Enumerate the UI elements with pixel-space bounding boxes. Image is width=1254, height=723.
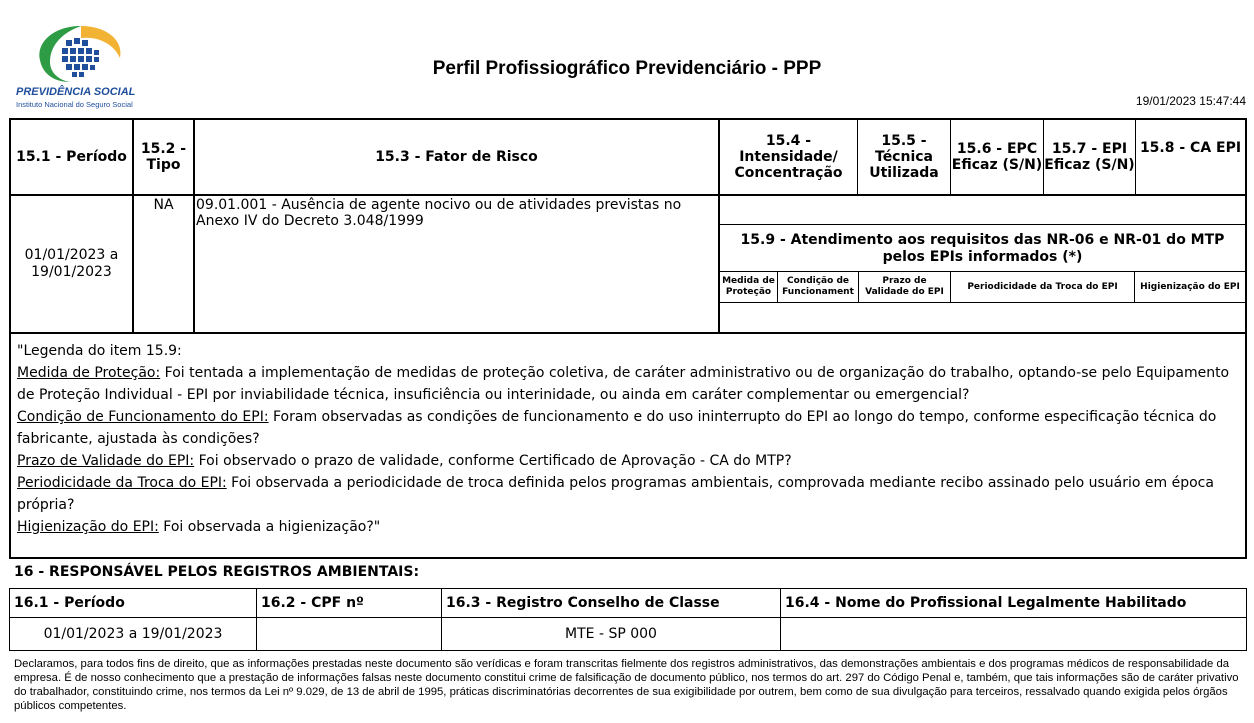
row-16-nome — [781, 618, 1246, 650]
legend-item: Prazo de Validade do EPI: Foi observado o prazo de validade, conforme Certificado de Aprovação - CA do MTP? — [17, 453, 792, 469]
header-epc: 15.6 - EPC Eficaz (S/N) — [951, 141, 1043, 173]
nr-requirements-title: 15.9 - Atendimento aos requisitos das NR-06 e NR-01 do MTP pelos EPIs informados (*) — [740, 231, 1225, 265]
logo-name: PREVIDÊNCIA SOCIAL — [16, 86, 136, 98]
col-periodicidade-troca: Periodicidade da Troca do EPI — [967, 281, 1118, 292]
header-epi: 15.7 - EPI Eficaz (S/N) — [1044, 141, 1135, 173]
row-16-registro: MTE - SP 000 — [565, 626, 657, 642]
col-prazo-validade: Prazo de Validade do EPI — [865, 276, 944, 297]
header-ca-epi: 15.8 - CA EPI — [1139, 140, 1242, 156]
col-condicao-funcionamento: Condição de Funcionament — [782, 276, 854, 297]
row-16-cpf — [257, 618, 441, 650]
row-fator-risco: 09.01.001 - Ausência de agente nocivo ou de atividades previstas no Anexo IV do Decreto 3.048/1999 — [196, 197, 682, 229]
header-16-registro: 16.3 - Registro Conselho de Classe — [446, 595, 720, 611]
header-tecnica: 15.5 - Técnica Utilizada — [869, 133, 939, 181]
header-16-nome: 16.4 - Nome do Profissional Legalmente Habilitado — [785, 595, 1187, 611]
header-tipo: 15.2 - Tipo — [140, 141, 187, 173]
legend-item: Higienização do EPI: Foi observada a higienização?" — [17, 519, 381, 535]
legend-item: Medida de Proteção: Foi tentada a implementação de medidas de proteção coletiva, de caráter administrativo ou de organização do trabalho, optando-se pelo Equipamento de Proteção Individual - EPI por inviabilidade técnica, insuficiência ou interinidade, ou ainda em caráter complementar ou emergencial? — [17, 365, 1230, 403]
timestamp: 19/01/2023 15:47:44 — [1135, 94, 1246, 108]
col-higienizacao: Higienização do EPI — [1140, 281, 1240, 292]
header-intensidade: 15.4 - Intensidade/ Concentração — [734, 133, 843, 181]
col-medida-protecao: Medida de Proteção — [722, 276, 775, 297]
header-16-cpf: 16.2 - CPF nº — [261, 595, 364, 611]
declaration-text: Declaramos, para todos fins de direito, que as informações prestadas neste documento são verídicas e foram transcritas fielmente dos registros administrativos, das demonstrações ambientais e dos programas médicos de responsabilidade da empresa. É de nosso conhecimento que a prestação de informações falsas neste documento constitui crime de falsificação de documento público, nos termos do art. 297 do Código Penal e, também, que tais informações são de caráter privativo do trabalhador, constituindo crime, nos termos da Lei nº 9.029, de 13 de abril de 1995, práticas discriminatórias decorrentes de sua exigibilidade por outrem, bem como de sua divulgação para terceiros, ressalvado quando exigida pelos órgãos públicos competentes. — [14, 658, 1239, 712]
row-tipo: NA — [153, 197, 174, 213]
header-periodo: 15.1 - Período — [16, 149, 127, 165]
logo-subtitle: Instituto Nacional do Seguro Social — [16, 100, 133, 109]
legend-item: Condição de Funcionamento do EPI: Foram observadas as condições de funcionamento e do uso ininterrupto do EPI ao longo do tempo, conforme especificação técnica do fabricante, ajustada às condições? — [17, 409, 1217, 447]
legend-intro: "Legenda do item 15.9: — [17, 343, 182, 359]
header-fator-risco: 15.3 - Fator de Risco — [375, 149, 538, 165]
section-16-title: 16 - RESPONSÁVEL PELOS REGISTROS AMBIENTAIS: — [14, 564, 420, 580]
row-periodo: 01/01/2023 a 19/01/2023 — [24, 247, 119, 280]
legend-15-9 — [17, 340, 1232, 538]
page-title: Perfil Profissiográfico Previdenciário - PPP — [432, 58, 822, 79]
header-16-periodo: 16.1 - Período — [14, 595, 125, 611]
row-16-periodo: 01/01/2023 a 19/01/2023 — [43, 626, 223, 642]
legend-item: Periodicidade da Troca do EPI: Foi observada a periodicidade de troca definida pelos programas ambientais, comprovada mediante recibo assinado pelo usuário em época própria? — [17, 475, 1214, 513]
